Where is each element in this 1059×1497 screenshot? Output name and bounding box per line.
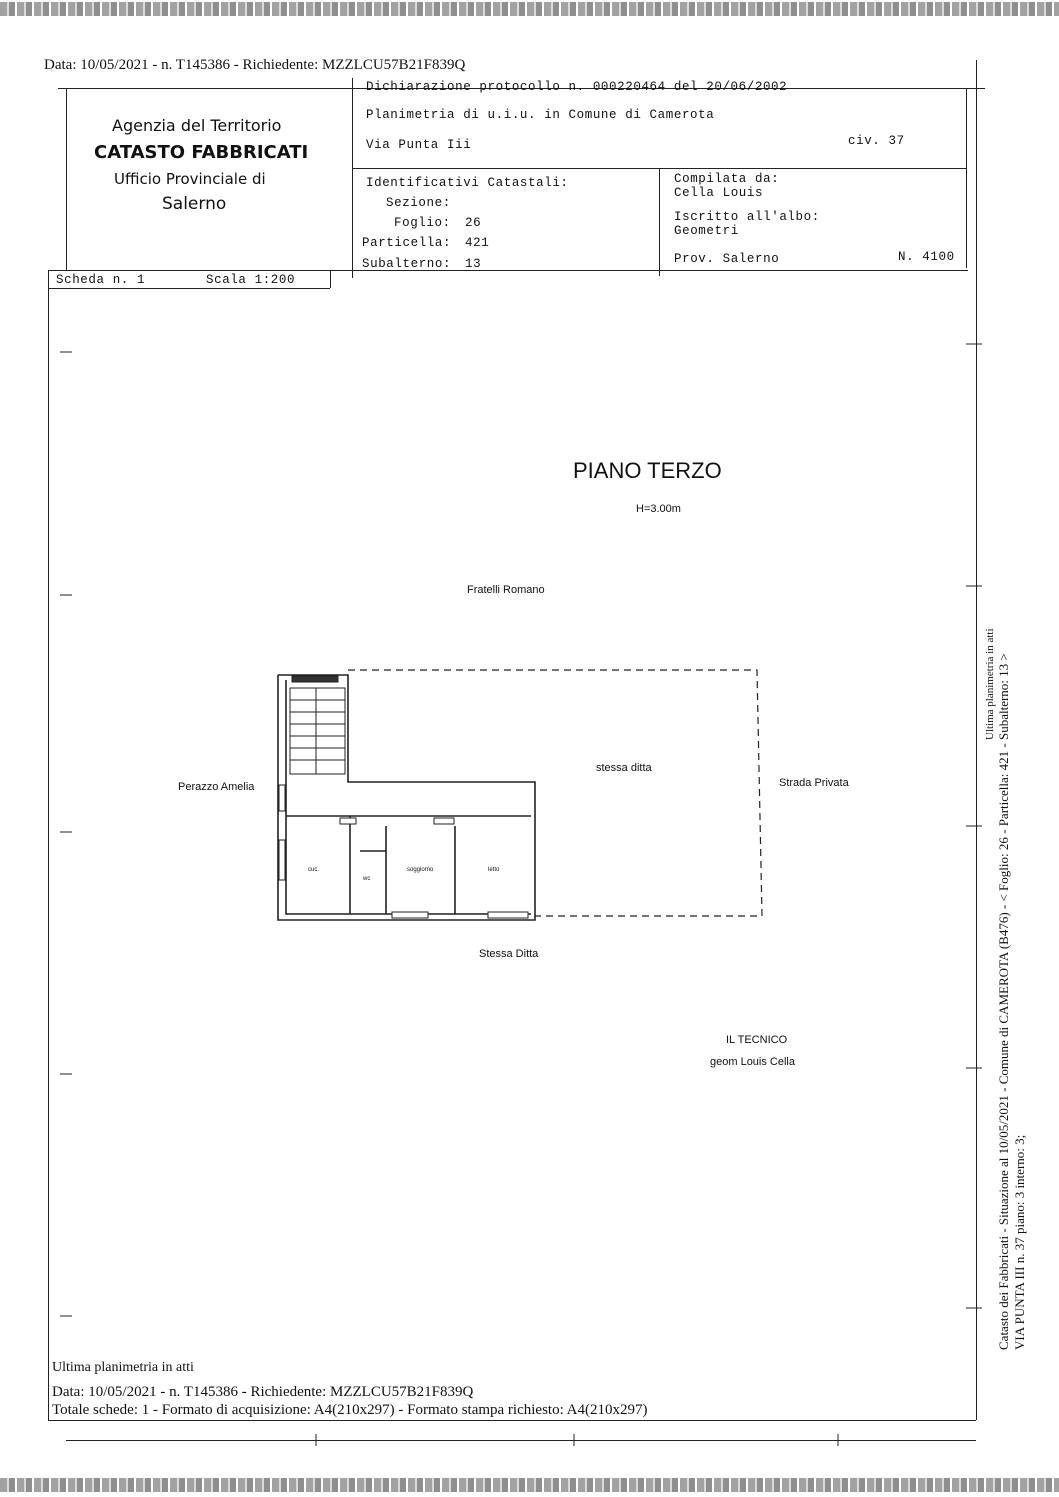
ufficio-city: Salerno — [162, 194, 227, 214]
inner-area-label: stessa ditta — [596, 762, 652, 774]
side-situation-line: Catasto dei Fabbricati - Situazione al 10/05/2021 - Comune di CAMEROTA (B476) - < Foglio: 26 - Particella: 421 - Subalterno: 13 > — [996, 653, 1011, 1350]
particella-label: Particella: — [362, 236, 452, 250]
subalterno-label: Subalterno: — [362, 257, 452, 271]
room-label-wc: wc — [363, 876, 371, 882]
particella-value: 421 — [465, 236, 490, 250]
boundary-west: Perazzo Amelia — [178, 781, 255, 793]
foglio-label: Foglio: — [394, 216, 451, 230]
side-address-line: VIA PUNTA III n. 37 piano: 3 interno: 3; — [1012, 1134, 1027, 1350]
footer-format: Totale schede: 1 - Formato di acquisizione: A4(210x297) - Formato stampa richiesto: A4(210x297) — [52, 1402, 648, 1418]
albo-value: Geometri — [674, 224, 739, 238]
planimetria-line: Planimetria di u.i.u. in Comune di Camerota — [366, 108, 715, 122]
plan-title: PIANO TERZO — [573, 458, 722, 483]
window-marks — [279, 785, 528, 918]
footer-last-plan: Ultima planimetria in atti — [52, 1360, 194, 1375]
terrace-dashed-outline — [348, 670, 762, 916]
boundary-north: Fratelli Romano — [467, 584, 545, 596]
scheda-number: Scheda n. 1 — [56, 273, 146, 287]
scala-value: Scala 1:200 — [206, 273, 296, 287]
sezione-label: Sezione: — [386, 196, 451, 210]
prov-value: Prov. Salerno — [674, 252, 780, 266]
address-street: Via Punta Iii — [366, 138, 472, 152]
agency-name: Agenzia del Territorio — [112, 116, 282, 135]
room-label-kitchen: cuc. — [308, 867, 320, 873]
tecnico-name: geom Louis Cella — [710, 1056, 795, 1068]
subalterno-value: 13 — [465, 257, 482, 271]
plan-height: H=3.00m — [636, 503, 681, 515]
ufficio-label: Ufficio Provinciale di — [114, 170, 266, 188]
declaration-line: Dichiarazione protocollo n. 000220464 del 20/06/2002 — [366, 80, 788, 94]
boundary-east: Strada Privata — [779, 777, 849, 789]
room-label-living: soggiorno — [407, 867, 434, 873]
catasto-title: CATASTO FABBRICATI — [94, 142, 309, 163]
albo-number: N. 4100 — [898, 250, 955, 264]
room-label-bedroom: letto — [488, 867, 500, 873]
footer-request: Data: 10/05/2021 - n. T145386 - Richiedente: MZZLCU57B21F839Q — [52, 1384, 474, 1400]
identificativi-title: Identificativi Catastali: — [366, 176, 569, 190]
boundary-south: Stessa Ditta — [479, 948, 539, 960]
margin-ticks — [60, 344, 982, 1446]
compilata-title: Compilata da: — [674, 172, 780, 186]
foglio-value: 26 — [465, 216, 482, 230]
address-civic: civ. 37 — [848, 134, 905, 148]
iscritto-label: Iscritto all'albo: — [674, 210, 820, 224]
top-request-stamp: Data: 10/05/2021 - n. T145386 - Richiedente: MZZLCU57B21F839Q — [44, 57, 466, 73]
stair-hatching — [290, 676, 345, 774]
compilata-name: Cella Louis — [674, 186, 764, 200]
side-small-note: Ultima planimetria in atti — [984, 628, 996, 740]
tecnico-title: IL TECNICO — [726, 1034, 788, 1046]
